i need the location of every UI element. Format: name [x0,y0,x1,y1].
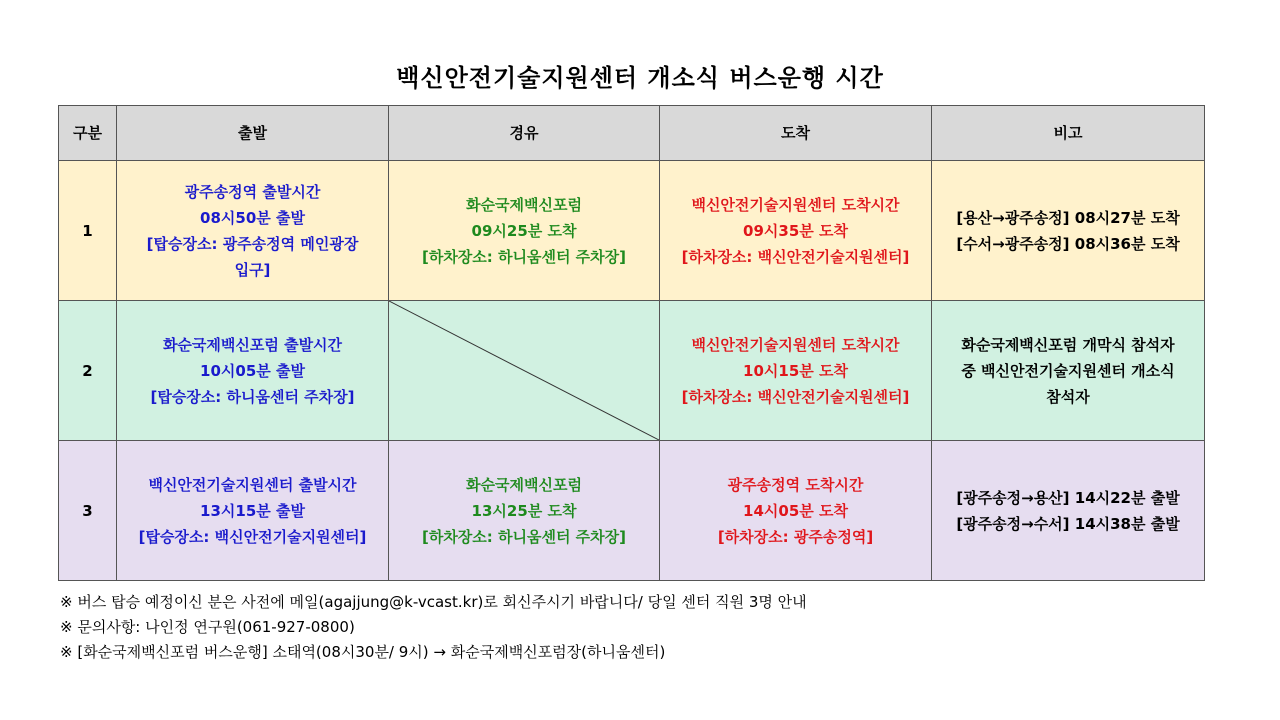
depart-cell [117,441,389,581]
table-row [59,301,1205,441]
header-note: 비고 [932,106,1205,161]
depart-line: 08시50분 출발 [200,208,305,227]
depart-line: 화순국제백신포럼 출발시간 [162,335,343,354]
row-number: 1 [59,161,117,301]
note-line: [용산→광주송정] 08시27분 도착 [956,208,1180,227]
via-line: 09시25분 도착 [471,221,577,240]
table-row [59,161,1205,301]
note-line: 중 백신안전기술지원센터 개소식 [961,361,1175,380]
depart-line: [탑승장소: 백신안전기술지원센터] [138,527,367,546]
diagonal-slash [389,301,659,440]
footnote-contact: ※ 문의사항: 나인정 연구원(061-927-0800) [60,618,355,636]
note-line: [광주송정→용산] 14시22분 출발 [956,488,1180,507]
via-cell [389,441,660,581]
depart-line: 입구] [234,260,271,279]
via-cell-empty [389,301,660,441]
arrive-cell [660,301,932,441]
row-number: 2 [59,301,117,441]
depart-line: [탑승장소: 광주송정역 메인광장 [146,234,359,253]
bus-schedule-table [58,105,1205,581]
via-line: 화순국제백신포럼 [466,195,582,214]
depart-line: 광주송정역 출발시간 [184,182,321,201]
note-line: 참석자 [1046,387,1090,406]
arrive-line: 광주송정역 도착시간 [727,475,864,494]
footnote-email: ※ 버스 탑승 예정이신 분은 사전에 메일(agajjung@k-vcast.kr)로 회신주시기 바랍니다/ 당일 센터 직원 3명 안내 [60,593,807,611]
arrive-line: [하차장소: 백신안전기술지원센터] [681,247,910,266]
note-cell [932,301,1205,441]
via-line: 화순국제백신포럼 [466,475,582,494]
via-line: 13시25분 도착 [471,501,577,520]
arrive-line: [하차장소: 광주송정역] [717,527,874,546]
depart-line: 10시05분 출발 [200,361,305,380]
note-line: [광주송정→수서] 14시38분 출발 [956,514,1180,533]
via-line: [하차장소: 하니움센터 주차장] [421,527,627,546]
note-cell [932,161,1205,301]
header-depart: 출발 [117,106,389,161]
header-via: 경유 [389,106,660,161]
note-line: 화순국제백신포럼 개막식 참석자 [961,335,1175,354]
footnotes [60,590,807,665]
depart-cell [117,301,389,441]
depart-line: [탑승장소: 하니움센터 주차장] [150,387,355,406]
arrive-line: 09시35분 도착 [743,221,848,240]
footnote-forum-bus: ※ [화순국제백신포럼 버스운행] 소태역(08시30분/ 9시) → 화순국제백신포럼장(하니움센터) [60,643,666,661]
header-arrive: 도착 [660,106,932,161]
arrive-line: 14시05분 도착 [743,501,848,520]
depart-line: 백신안전기술지원센터 출발시간 [148,475,357,494]
arrive-cell [660,161,932,301]
note-cell [932,441,1205,581]
header-no: 구분 [59,106,117,161]
via-line: [하차장소: 하니움센터 주차장] [421,247,627,266]
via-cell [389,161,660,301]
header-row [59,106,1205,161]
arrive-line: 백신안전기술지원센터 도착시간 [691,195,900,214]
page-title: 백신안전기술지원센터 개소식 버스운행 시간 [396,64,884,92]
arrive-line: [하차장소: 백신안전기술지원센터] [681,387,910,406]
depart-cell [117,161,389,301]
depart-line: 13시15분 출발 [200,501,305,520]
note-line: [수서→광주송정] 08시36분 도착 [956,234,1180,253]
arrive-line: 백신안전기술지원센터 도착시간 [691,335,900,354]
arrive-line: 10시15분 도착 [743,361,848,380]
arrive-cell [660,441,932,581]
table-row [59,441,1205,581]
row-number: 3 [59,441,117,581]
